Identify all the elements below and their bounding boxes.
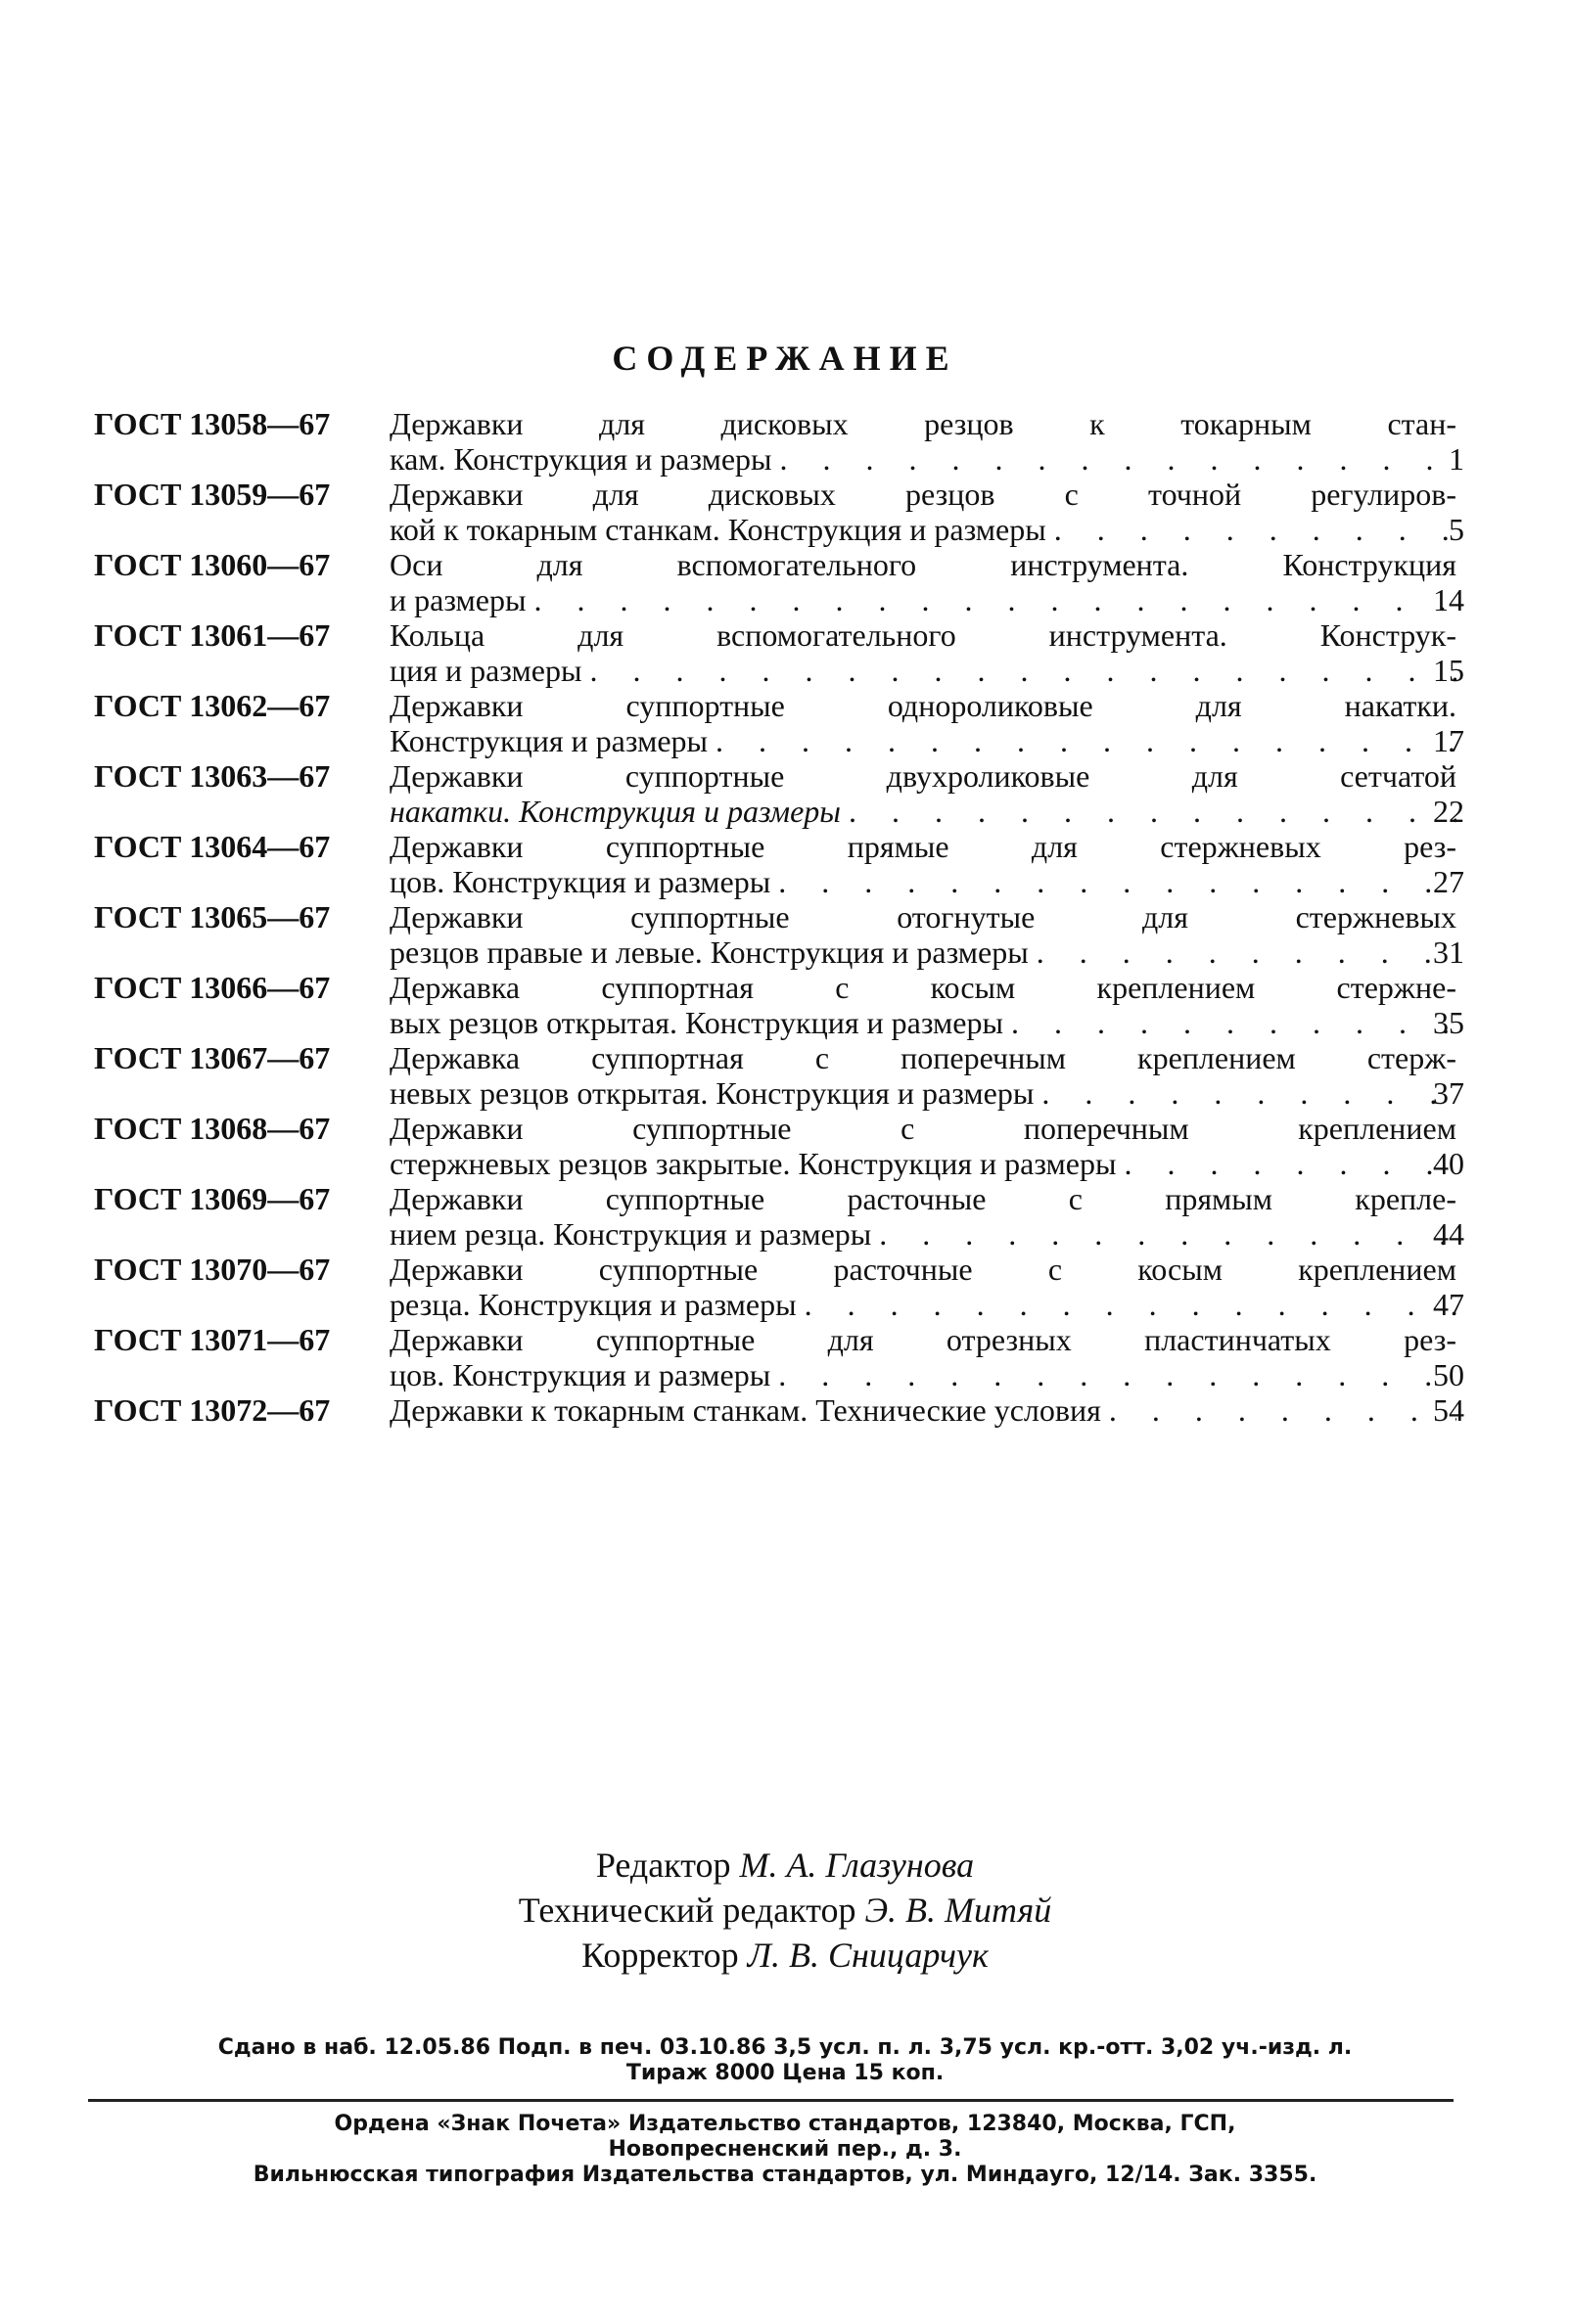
toc-code: ГОСТ 13066—67 xyxy=(94,970,331,1005)
toc-title-line1: Державки суппортные с поперечным креплением xyxy=(390,1111,1456,1146)
dot-leader xyxy=(778,864,1456,899)
toc-entry xyxy=(94,970,1464,1040)
toc-title-line2: резцов правые и левые. Конструкция и размеры xyxy=(390,934,1029,970)
toc-title-line2: цов. Конструкция и размеры xyxy=(390,1357,771,1392)
toc-title-line1: Державка суппортная с косым креплением стержне- xyxy=(390,970,1456,1005)
toc-text xyxy=(390,1322,1456,1392)
toc-text xyxy=(390,829,1456,899)
dot-leader xyxy=(1011,1005,1456,1040)
toc-text xyxy=(390,477,1456,547)
toc-title-line1: Державка суппортная с поперечным креплением стерж- xyxy=(390,1040,1456,1075)
toc-text xyxy=(390,617,1456,688)
toc-code: ГОСТ 13068—67 xyxy=(94,1111,331,1146)
dot-leader xyxy=(849,794,1456,829)
printing-house: Вильнюсская типография Издательства стандартов, ул. Миндауго, 12/14. Зак. 3355. xyxy=(253,2163,1317,2187)
credits xyxy=(0,1843,1570,1978)
toc-title-line1: Державки суппортные отогнутые для стержневых xyxy=(390,899,1456,934)
editor-line xyxy=(0,1843,1570,1888)
toc-title-line2: вых резцов открытая. Конструкция и размеры xyxy=(390,1005,1003,1040)
toc-title-line2: кой к токарным станкам. Конструкция и размеры xyxy=(390,512,1046,547)
toc-title-line1: Державки суппортные прямые для стержневых рез- xyxy=(390,829,1456,864)
dot-leader xyxy=(778,1357,1456,1392)
toc-page-number: 35 xyxy=(1433,1005,1464,1040)
toc-code: ГОСТ 13061—67 xyxy=(94,617,331,653)
dot-leader xyxy=(1109,1392,1456,1428)
toc-page-number: 15 xyxy=(1433,653,1464,688)
dot-leader xyxy=(589,653,1456,688)
toc-entry xyxy=(94,1111,1464,1181)
proofreader-line xyxy=(0,1933,1570,1978)
toc-entry xyxy=(94,758,1464,829)
dot-leader xyxy=(805,1287,1456,1322)
toc-entry xyxy=(94,406,1464,477)
toc-code: ГОСТ 13063—67 xyxy=(94,758,331,794)
toc-text xyxy=(390,970,1456,1040)
toc-page-number: 27 xyxy=(1433,864,1464,899)
dot-leader xyxy=(1041,1075,1456,1111)
publisher-line: Ордена «Знак Почета» Издательство стандартов, 123840, Москва, ГСП, xyxy=(334,2112,1236,2136)
toc-page-number: 47 xyxy=(1433,1287,1464,1322)
toc-page-number: 17 xyxy=(1433,723,1464,758)
dot-leader xyxy=(1037,934,1456,970)
toc-text xyxy=(390,1181,1456,1252)
print-run-price: Тираж 8000 Цена 15 коп. xyxy=(625,2061,945,2085)
toc-code: ГОСТ 13064—67 xyxy=(94,829,331,864)
toc-text xyxy=(390,1111,1456,1181)
tech-editor-name: Э. В. Митяй xyxy=(864,1891,1052,1930)
toc-entry xyxy=(94,829,1464,899)
toc-entry xyxy=(94,477,1464,547)
toc-page-number: 44 xyxy=(1433,1216,1464,1252)
toc-entry xyxy=(94,688,1464,758)
publisher-address: Новопресненский пер., д. 3. xyxy=(608,2137,962,2162)
toc-code: ГОСТ 13060—67 xyxy=(94,547,331,582)
toc-code: ГОСТ 13059—67 xyxy=(94,477,331,512)
toc-code: ГОСТ 13062—67 xyxy=(94,688,331,723)
toc-entry xyxy=(94,1252,1464,1322)
table-of-contents xyxy=(94,406,1464,1432)
toc-entry xyxy=(94,547,1464,617)
toc-code: ГОСТ 13070—67 xyxy=(94,1252,331,1287)
tech-editor-line xyxy=(0,1888,1570,1933)
toc-page-number: 50 xyxy=(1433,1357,1464,1392)
toc-text xyxy=(390,547,1456,617)
toc-code: ГОСТ 13065—67 xyxy=(94,899,331,934)
dot-leader xyxy=(879,1216,1456,1252)
toc-code: ГОСТ 13071—67 xyxy=(94,1322,331,1357)
toc-page-number: 14 xyxy=(1433,582,1464,617)
toc-entry xyxy=(94,1392,1464,1432)
proofreader-name: Л. В. Сницарчук xyxy=(747,1936,989,1975)
proofreader-role: Корректор xyxy=(581,1936,739,1975)
toc-title-line1: Оси для вспомогательного инструмента. Конструкция xyxy=(390,547,1456,582)
toc-entry xyxy=(94,1181,1464,1252)
print-details xyxy=(78,2035,1492,2086)
toc-text xyxy=(390,1252,1456,1322)
dot-leader xyxy=(780,441,1456,477)
toc-title-line1: Державки суппортные однороликовые для накатки. xyxy=(390,688,1456,723)
toc-text xyxy=(390,688,1456,758)
toc-title-line1: Державки для дисковых резцов с точной регулиров- xyxy=(390,477,1456,512)
toc-code: ГОСТ 13069—67 xyxy=(94,1181,331,1216)
toc-title-line2: нием резца. Конструкция и размеры xyxy=(390,1216,872,1252)
toc-entry xyxy=(94,617,1464,688)
divider xyxy=(88,2099,1454,2102)
toc-page-number: 22 xyxy=(1433,794,1464,829)
toc-text xyxy=(390,1040,1456,1111)
toc-entry xyxy=(94,899,1464,970)
toc-text xyxy=(390,1392,1456,1428)
toc-title-line2: кам. Конструкция и размеры xyxy=(390,441,772,477)
toc-page-number: 5 xyxy=(1449,512,1464,547)
editor-name: М. А. Глазунова xyxy=(739,1846,975,1885)
toc-title-line2: ция и размеры xyxy=(390,653,582,688)
toc-title-line2: резца. Конструкция и размеры xyxy=(390,1287,797,1322)
toc-title-line1: Державки к токарным станкам. Технические условия xyxy=(390,1392,1101,1428)
toc-title-line2: цов. Конструкция и размеры xyxy=(390,864,771,899)
toc-page-number: 31 xyxy=(1433,934,1464,970)
toc-code: ГОСТ 13067—67 xyxy=(94,1040,331,1075)
page-title: СОДЕРЖАНИЕ xyxy=(612,339,958,378)
toc-title-line2: стержневых резцов закрытые. Конструкция и размеры xyxy=(390,1146,1117,1181)
toc-title-line2: невых резцов открытая. Конструкция и размеры xyxy=(390,1075,1035,1111)
tech-editor-role: Технический редактор xyxy=(518,1891,856,1930)
toc-title-line1: Державки суппортные для отрезных пластинчатых рез- xyxy=(390,1322,1456,1357)
toc-page-number: 37 xyxy=(1433,1075,1464,1111)
toc-text xyxy=(390,406,1456,477)
toc-title-line1: Державки суппортные двухроликовые для сетчатой xyxy=(390,758,1456,794)
toc-entry xyxy=(94,1040,1464,1111)
toc-code: ГОСТ 13058—67 xyxy=(94,406,331,441)
toc-title-line1: Державки суппортные расточные с прямым крепле- xyxy=(390,1181,1456,1216)
toc-entry xyxy=(94,1322,1464,1392)
toc-title-line2: накатки. Конструкция и размеры xyxy=(390,794,841,829)
dot-leader xyxy=(533,582,1456,617)
print-dates: Сдано в наб. 12.05.86 Подп. в печ. 03.10.86 3,5 усл. п. л. 3,75 усл. кр.-отт. 3,02 уч.-изд. л. xyxy=(217,2035,1353,2060)
toc-text xyxy=(390,899,1456,970)
toc-title-line1: Кольца для вспомогательного инструмента. Конструк- xyxy=(390,617,1456,653)
publisher-details xyxy=(78,2112,1492,2188)
toc-title-line1: Державки для дисковых резцов к токарным стан- xyxy=(390,406,1456,441)
dot-leader xyxy=(1054,512,1456,547)
toc-page-number: 1 xyxy=(1449,441,1464,477)
toc-text xyxy=(390,758,1456,829)
editor-role: Редактор xyxy=(595,1846,731,1885)
toc-page-number: 54 xyxy=(1433,1392,1464,1428)
toc-title-line1: Державки суппортные расточные с косым креплением xyxy=(390,1252,1456,1287)
toc-code: ГОСТ 13072—67 xyxy=(94,1392,331,1428)
toc-page-number: 40 xyxy=(1433,1146,1464,1181)
toc-title-line2: Конструкция и размеры xyxy=(390,723,709,758)
dot-leader xyxy=(716,723,1456,758)
toc-title-line2: и размеры xyxy=(390,582,527,617)
